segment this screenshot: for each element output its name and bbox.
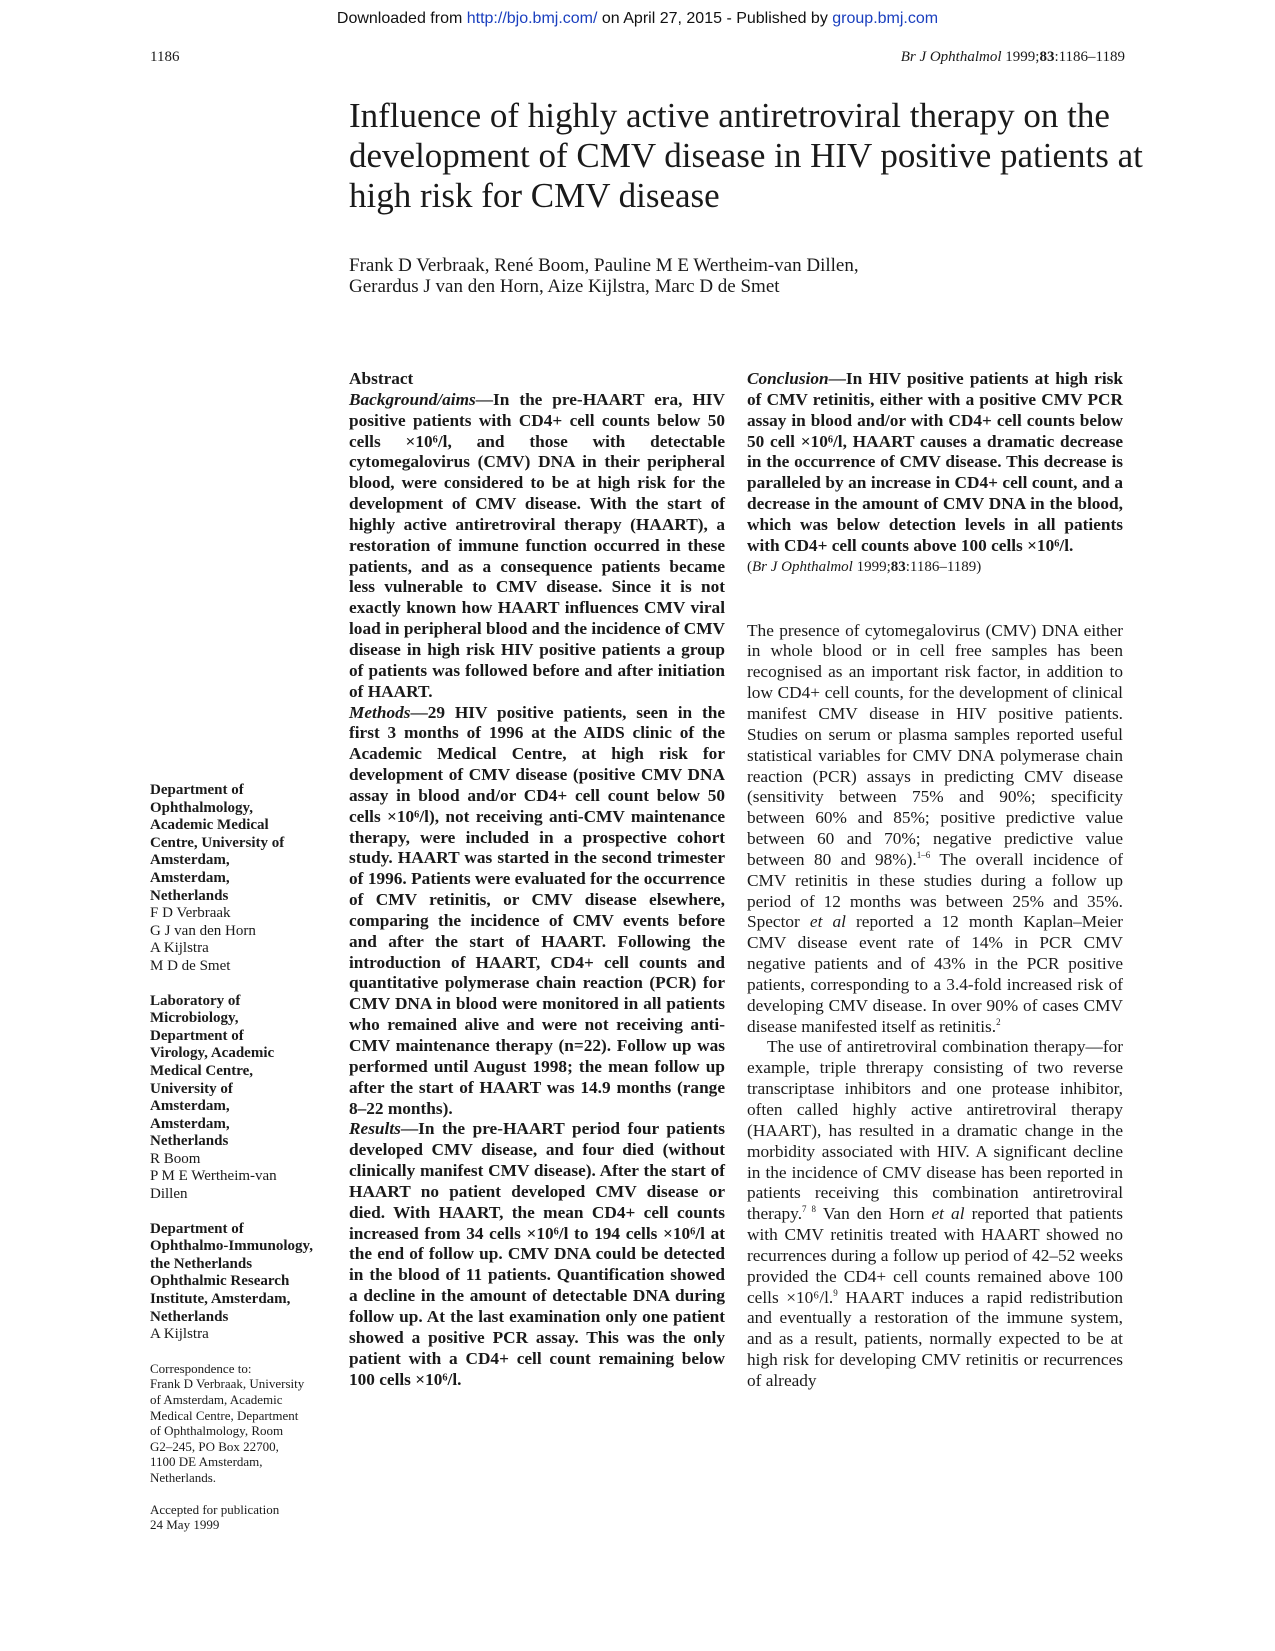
affiliation-person: F D Verbraak [150,905,231,922]
affiliations-sidebar [150,782,345,1533]
body-text: Van den Horn [816,1204,932,1224]
affiliation-people [150,1326,345,1344]
background-label: Background/aims [349,389,476,409]
body-text: The overall incidence of CMV retinitis in these studies during a follow up period of 12 months was between 25% and 35%. Spector [747,849,1123,932]
conclusion-label: Conclusion [747,369,829,388]
abstract-heading: Abstract [349,369,414,388]
conclusion-text: —In HIV positive patients at high risk of CMV retinitis, either with a positive CMV PCR assay in blood and/or with CD4+ cell counts below 50 cell ×10⁶/l, HAART causes a dramatic decrease in the occurrence of CMV disease. This decrease is paralleled by an increase in CD4+ cell count, and a decrease in the amount of CMV DNA in the blood, which was below detection levels in all patients with CD4+ cell counts above 100 cells ×10⁶/l. [747,369,1123,555]
banner-middle: on April 27, 2015 - Published by [597,10,833,27]
author-list [349,255,1149,297]
body-text: HAART induces a rapid redistribution and eventually a restoration of the immune system, and as a result, patients, normally expected to be at high risk for developing CMV retinitis or recurrences of already [747,1287,1123,1390]
reference-superscript[interactable]: 1–6 [916,850,931,861]
methods-label: Methods [349,702,411,722]
affiliation-heading: Department of Ophthalmology, Academic Medical Centre, University of Amsterdam, Amsterdam, Netherlands [150,782,285,904]
journal-abbrev: Br J Ophthalmol [900,49,1002,65]
journal-volume: 83 [1039,49,1055,65]
results-label: Results [349,1119,401,1139]
affiliation-ophthalmology [150,782,345,976]
citation-volume: 83 [890,558,906,575]
publisher-link[interactable]: group.bmj.com [832,10,939,27]
affiliation-microbiology [150,993,345,1204]
abstract-citation [747,557,1123,577]
background-text: —In the pre-HAART era, HIV positive patients with CD4+ cell counts below 50 cells ×10⁶/l, and those with detectable cytomegalovirus (CMV) DNA in their peripheral blood, were considered to be at high risk for the development of CMV disease. With the start of highly active antiretroviral therapy (HAART), a restoration of immune function occurred in these patients, and as a consequence patients became less vulnerable to CMV disease. Since it is not exactly known how HAART influences CMV viral load in peripheral blood and the incidence of CMV disease in high risk HIV positive patients a group of patients was followed before and after initiation of HAART. [349,389,725,701]
reference-superscript[interactable]: 7 8 [802,1204,817,1215]
article-title: Influence of highly active antiretroviral therapy on the development of CMV disease in HIV positive patients at high risk for CMV disease [349,96,1143,215]
affiliation-people [150,905,345,975]
abstract-methods [349,703,725,1120]
abstract-results [349,1119,725,1390]
citation-pages: :1186–1189) [905,558,982,575]
affiliation-person: A Kijlstra [150,1326,209,1343]
accepted-date: Accepted for publication 24 May 1999 [150,1501,280,1533]
methods-text: —29 HIV positive patients, seen in the first 3 months of 1996 at the AIDS clinic of the Academic Medical Centre, at high risk for development of CMV disease (positive CMV DNA assay in blood and/or CD4+ cell count below 50 cells ×10⁶/l), not receiving anti-CMV maintenance therapy, were included in a prospective cohort study. HAART was started in the second trimester of 1996. Patients were evaluated for the occurrence of CMV retinitis, or CMV disease elsewhere, comparing the incidence of CMV events before and after the start of HAART. Following the introduction of HAART, CD4+ cell counts and quantitative polymerase chain reaction (PCR) for CMV DNA in blood were monitored in all patients who remained alive and were not receiving anti-CMV maintenance therapy (n=22). Follow up was performed until August 1998; the mean follow up after the start of HAART was 14.9 months (range 8–22 months). [349,702,725,1118]
affiliation-person: M D de Smet [150,957,231,974]
authors-line-2: Gerardus J van den Horn, Aize Kijlstra, Marc D de Smet [349,276,780,297]
citation-year: 1999; [852,558,891,575]
results-text: —In the pre-HAART period four patients developed CMV disease, and four died (without clinically manifest CMV disease). After the start of HAART no patient developed CMV disease or died. With HAART, the mean CD4+ cell counts increased from 34 cells ×10⁶/l to 194 cells ×10⁶/l at the end of follow up. CMV DNA could be detected in the blood of 11 patients. Quantification showed a decline in the amount of detectable DNA during follow up. At the last examination only one patient showed a positive PCR assay. This was the only patient with a CD4+ cell count remaining below 100 cells ×10⁶/l. [349,1119,725,1389]
affiliation-person: P M E Wertheim-van Dillen [150,1168,277,1203]
affiliation-people [150,1151,345,1204]
journal-year: 1999; [1001,49,1040,65]
body-text: The use of antiretroviral combination therapy—for example, triple threrapy consisting of two reverse transcriptase inhibitors and one protease inhibitor, often called highly active antiretroviral therapy (HAART), has resulted in a dramatic change in the morbidity associated with HIV. A significant decline in the incidence of CMV disease has been reported in patients receiving this combination antiretroviral therapy. [747,1037,1123,1224]
reference-superscript[interactable]: 2 [996,1016,1001,1027]
affiliation-immunology [150,1221,345,1344]
abstract-background [349,390,725,703]
body-text: The presence of cytomegalovirus (CMV) DNA either in whole blood or in cell free samples has been recognised as an important risk factor, in addition to low CD4+ cell counts, for the development of clinical manifest CMV disease in HIV positive patients. Studies on serum or plasma samples reported useful statistical variables for CMV DNA polymerase chain reaction (PCR) assays in predicting CMV disease (sensitivity between 75% and 90%; specificity between 60% and 85%; positive predictive value between 60 and 70%; negative predictive value between 80 and 98%). [747,620,1123,869]
journal-pages: :1186–1189 [1054,49,1125,65]
affiliation-person: G J van den Horn [150,922,256,939]
abstract-conclusion [747,369,1123,557]
correspondence-address: Correspondence to: Frank D Verbraak, University of Amsterdam, Academic Medical Centre, Department of Ophthalmology, Room G2–245, PO Box 22700, 1100 DE Amsterdam, Netherlands. [150,1360,305,1485]
banner-prefix: Downloaded from [336,10,467,27]
citation-journal: Br J Ophthalmol [752,558,853,575]
bjo-link[interactable]: http://bjo.bmj.com/ [466,10,598,27]
body-text: reported a 12 month Kaplan–Meier CMV disease event rate of 14% in PCR CMV negative patients and of 43% in the PCR positive patients, corresponding to a 3.4-fold increased risk of developing CMV disease. In over 90% of cases CMV disease manifested itself as retinitis. [747,912,1123,1036]
citation-open: ( [747,558,752,575]
et-al: et al [931,1204,965,1224]
affiliation-person: R Boom [150,1150,201,1167]
affiliation-person: A Kijlstra [150,940,209,957]
body-paragraph-2 [747,1037,1123,1391]
right-column [747,369,1123,1392]
affiliation-heading: Laboratory of Microbiology, Department of Virology, Academic Medical Centre, University of Amsterdam, Amsterdam, Netherlands [150,992,275,1150]
abstract-column [349,369,725,1390]
body-paragraph-1 [747,621,1123,1038]
page-number: 1186 [150,49,180,65]
et-al: et al [809,912,846,932]
authors-line-1: Frank D Verbraak, René Boom, Pauline M E Wertheim-van Dillen, [349,255,859,276]
download-banner [0,10,1275,28]
body-text: reported that patients with CMV retinitis treated with HAART showed no recurrences during a follow up period of 42–52 weeks provided the CD4+ cell counts remained above 100 cells ×10⁶/l. [747,1204,1124,1307]
reference-superscript[interactable]: 9 [833,1287,838,1298]
affiliation-heading: Department of Ophthalmo-Immunology, the Netherlands Ophthalmic Research Institute, Amsterdam, Netherlands [150,1220,313,1325]
journal-reference [901,49,1125,66]
